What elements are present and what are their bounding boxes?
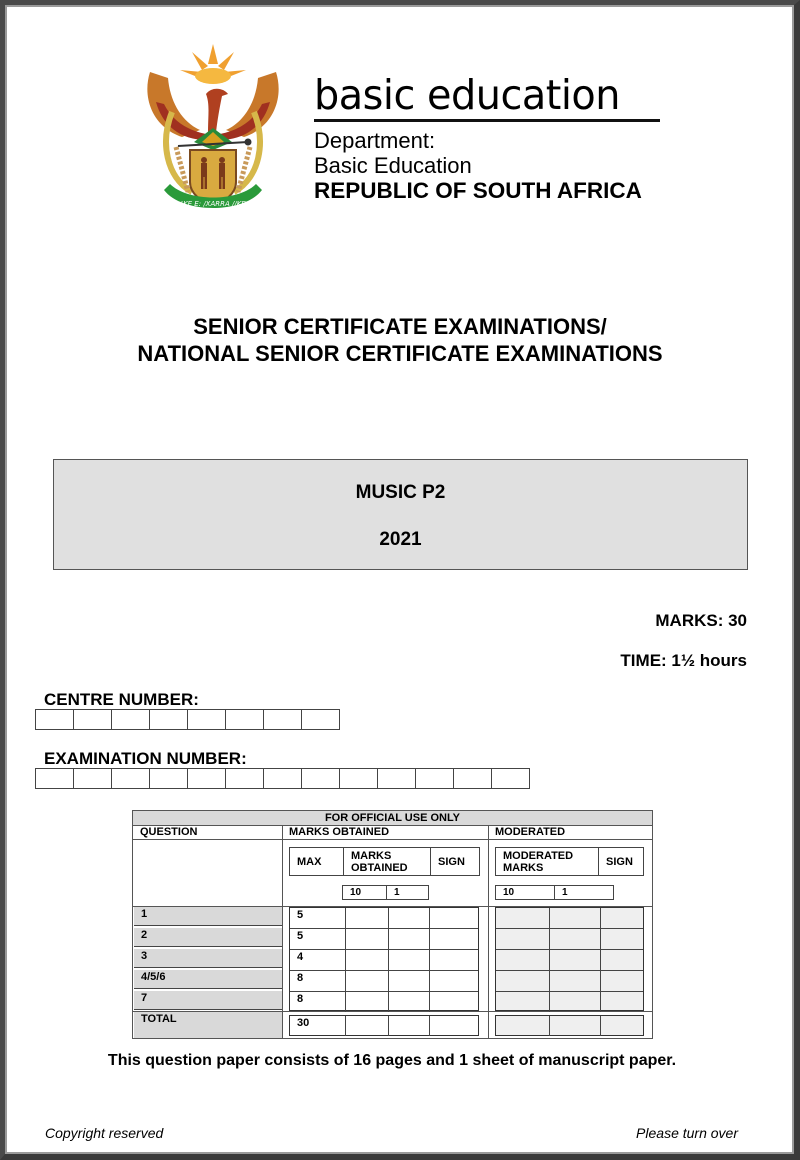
table-row bbox=[290, 949, 478, 970]
max-label: MAX bbox=[297, 855, 322, 868]
question-cell: 3 bbox=[134, 949, 282, 968]
moderated-sign-input[interactable] bbox=[600, 992, 643, 1012]
subject-year: 2021 bbox=[379, 529, 422, 550]
centre-number-box[interactable] bbox=[35, 709, 74, 730]
examination-number-box[interactable] bbox=[377, 768, 416, 789]
centre-number-box[interactable] bbox=[187, 709, 226, 730]
moderated-place-values bbox=[495, 885, 614, 900]
marks-grid bbox=[289, 907, 479, 1011]
centre-number-box[interactable] bbox=[73, 709, 112, 730]
column-divider bbox=[488, 826, 489, 1038]
table-row bbox=[290, 970, 478, 991]
moderated-subheader bbox=[495, 847, 644, 876]
moderated-sign-input[interactable] bbox=[600, 908, 643, 928]
question-column-header: QUESTION bbox=[140, 826, 198, 838]
centre-number-box[interactable] bbox=[149, 709, 188, 730]
max-mark-cell: 8 bbox=[297, 972, 304, 984]
moderated-grid bbox=[495, 907, 644, 1011]
moderated-units-input[interactable] bbox=[549, 992, 600, 1012]
examination-number-box[interactable] bbox=[187, 768, 226, 789]
examination-number-box[interactable] bbox=[149, 768, 188, 789]
moderated-sign-input[interactable] bbox=[600, 971, 643, 991]
moderated-marks-label: MODERATED MARKS bbox=[503, 849, 574, 874]
table-row bbox=[290, 928, 478, 949]
table-row bbox=[496, 970, 643, 991]
total-label-cell: TOTAL bbox=[134, 1012, 282, 1038]
examination-number-box[interactable] bbox=[301, 768, 340, 789]
department-label: Department: bbox=[314, 128, 436, 153]
moderated-units-input[interactable] bbox=[549, 908, 600, 928]
moderated-total-grid bbox=[495, 1015, 644, 1036]
moderated-tens-label: 10 bbox=[503, 886, 515, 898]
max-mark-cell: 4 bbox=[297, 951, 304, 963]
tens-label: 10 bbox=[350, 886, 362, 898]
turn-over-notice: Please turn over bbox=[636, 1125, 738, 1141]
moderated-sign-input[interactable] bbox=[600, 929, 643, 949]
moderated-tens-input[interactable] bbox=[496, 992, 549, 1012]
official-use-table bbox=[132, 810, 653, 1039]
sign-input[interactable] bbox=[429, 908, 478, 928]
moderated-total-sign-input[interactable] bbox=[600, 1016, 643, 1036]
examination-number-box[interactable] bbox=[263, 768, 302, 789]
page-count-note: This question paper consists of 16 pages and 1 sheet of manuscript paper. bbox=[107, 1052, 677, 1069]
brand-divider bbox=[314, 119, 660, 122]
examination-number-box[interactable] bbox=[453, 768, 492, 789]
time-allowed: TIME: 1½ hours bbox=[620, 651, 747, 670]
examination-number-boxes[interactable] bbox=[35, 768, 530, 789]
marks-obtained-label: MARKS OBTAINED bbox=[343, 848, 430, 875]
coat-of-arms-icon bbox=[142, 42, 284, 218]
examination-number-box[interactable] bbox=[73, 768, 112, 789]
department-name: Basic Education bbox=[314, 153, 472, 178]
tens-input[interactable] bbox=[345, 929, 388, 949]
examination-number-box[interactable] bbox=[35, 768, 74, 789]
question-cell: 7 bbox=[134, 991, 282, 1010]
copyright-notice: Copyright reserved bbox=[45, 1125, 164, 1141]
examination-number-box[interactable] bbox=[111, 768, 150, 789]
centre-number-box[interactable] bbox=[301, 709, 340, 730]
tens-input[interactable] bbox=[345, 950, 388, 970]
units-input[interactable] bbox=[388, 908, 429, 928]
table-row bbox=[496, 949, 643, 970]
moderated-tens-input[interactable] bbox=[496, 929, 549, 949]
sign-label: SIGN bbox=[430, 848, 479, 875]
brand-title: basic education bbox=[314, 71, 620, 119]
centre-number-box[interactable] bbox=[225, 709, 264, 730]
total-max-cell: 30 bbox=[297, 1017, 310, 1029]
examination-number-box[interactable] bbox=[339, 768, 378, 789]
exam-title-line2: NATIONAL SENIOR CERTIFICATE EXAMINATIONS bbox=[137, 341, 663, 366]
official-use-title: FOR OFFICIAL USE ONLY bbox=[133, 811, 652, 826]
total-sign-input[interactable] bbox=[429, 1016, 478, 1036]
total-row bbox=[496, 1016, 643, 1036]
column-divider bbox=[282, 826, 283, 1038]
moderated-units-input[interactable] bbox=[549, 971, 600, 991]
question-cell: 2 bbox=[134, 928, 282, 947]
centre-number-label: CENTRE NUMBER: bbox=[44, 690, 199, 709]
units-input[interactable] bbox=[388, 929, 429, 949]
moderated-sign-input[interactable] bbox=[600, 950, 643, 970]
subject-name: MUSIC P2 bbox=[355, 482, 446, 503]
total-units-input[interactable] bbox=[388, 1016, 429, 1036]
marks-place-values bbox=[342, 885, 429, 900]
sign-input[interactable] bbox=[429, 992, 478, 1012]
moderated-tens-input[interactable] bbox=[496, 950, 549, 970]
max-mark-cell: 5 bbox=[297, 930, 304, 942]
max-mark-cell: 5 bbox=[297, 909, 304, 921]
units-input[interactable] bbox=[388, 950, 429, 970]
moderated-total-units-input[interactable] bbox=[549, 1016, 600, 1036]
brand-block bbox=[314, 72, 664, 203]
table-row bbox=[496, 908, 643, 928]
header-divider bbox=[133, 839, 652, 840]
table-row bbox=[290, 991, 478, 1012]
moderated-tens-input[interactable] bbox=[496, 971, 549, 991]
tens-input[interactable] bbox=[345, 971, 388, 991]
tens-input[interactable] bbox=[345, 992, 388, 1012]
table-row bbox=[496, 928, 643, 949]
moderated-column-header: MODERATED bbox=[495, 826, 566, 838]
centre-number-box[interactable] bbox=[111, 709, 150, 730]
marks-total-grid bbox=[289, 1015, 479, 1036]
max-mark-cell: 8 bbox=[297, 993, 304, 1005]
examination-number-label: EXAMINATION NUMBER: bbox=[44, 749, 247, 768]
marks-subheader bbox=[289, 847, 480, 876]
marks-total: MARKS: 30 bbox=[655, 611, 747, 630]
units-input[interactable] bbox=[388, 992, 429, 1012]
table-row bbox=[290, 908, 478, 928]
tens-input[interactable] bbox=[345, 908, 388, 928]
sign-input[interactable] bbox=[429, 950, 478, 970]
country-name: REPUBLIC OF SOUTH AFRICA bbox=[314, 178, 642, 203]
examination-number-box[interactable] bbox=[491, 768, 530, 789]
moderated-sign-label: SIGN bbox=[598, 848, 643, 875]
question-cell: 1 bbox=[134, 907, 282, 926]
examination-number-box[interactable] bbox=[225, 768, 264, 789]
units-input[interactable] bbox=[388, 971, 429, 991]
marks-obtained-column-header: MARKS OBTAINED bbox=[289, 826, 390, 838]
examination-number-box[interactable] bbox=[415, 768, 454, 789]
moderated-tens-input[interactable] bbox=[496, 908, 549, 928]
total-row bbox=[290, 1016, 478, 1036]
subject-box bbox=[53, 459, 748, 570]
table-row bbox=[496, 991, 643, 1012]
moderated-units-label: 1 bbox=[554, 886, 613, 899]
total-tens-input[interactable] bbox=[345, 1016, 388, 1036]
centre-number-boxes[interactable] bbox=[35, 709, 340, 730]
moderated-units-input[interactable] bbox=[549, 950, 600, 970]
units-label: 1 bbox=[386, 886, 428, 899]
centre-number-box[interactable] bbox=[263, 709, 302, 730]
moderated-units-input[interactable] bbox=[549, 929, 600, 949]
exam-title-line1: SENIOR CERTIFICATE EXAMINATIONS/ bbox=[193, 314, 607, 339]
motto-text: !KE E: /XARRA //KE bbox=[180, 200, 246, 208]
sign-input[interactable] bbox=[429, 971, 478, 991]
sign-input[interactable] bbox=[429, 929, 478, 949]
question-cell: 4/5/6 bbox=[134, 970, 282, 989]
moderated-total-tens-input[interactable] bbox=[496, 1016, 549, 1036]
